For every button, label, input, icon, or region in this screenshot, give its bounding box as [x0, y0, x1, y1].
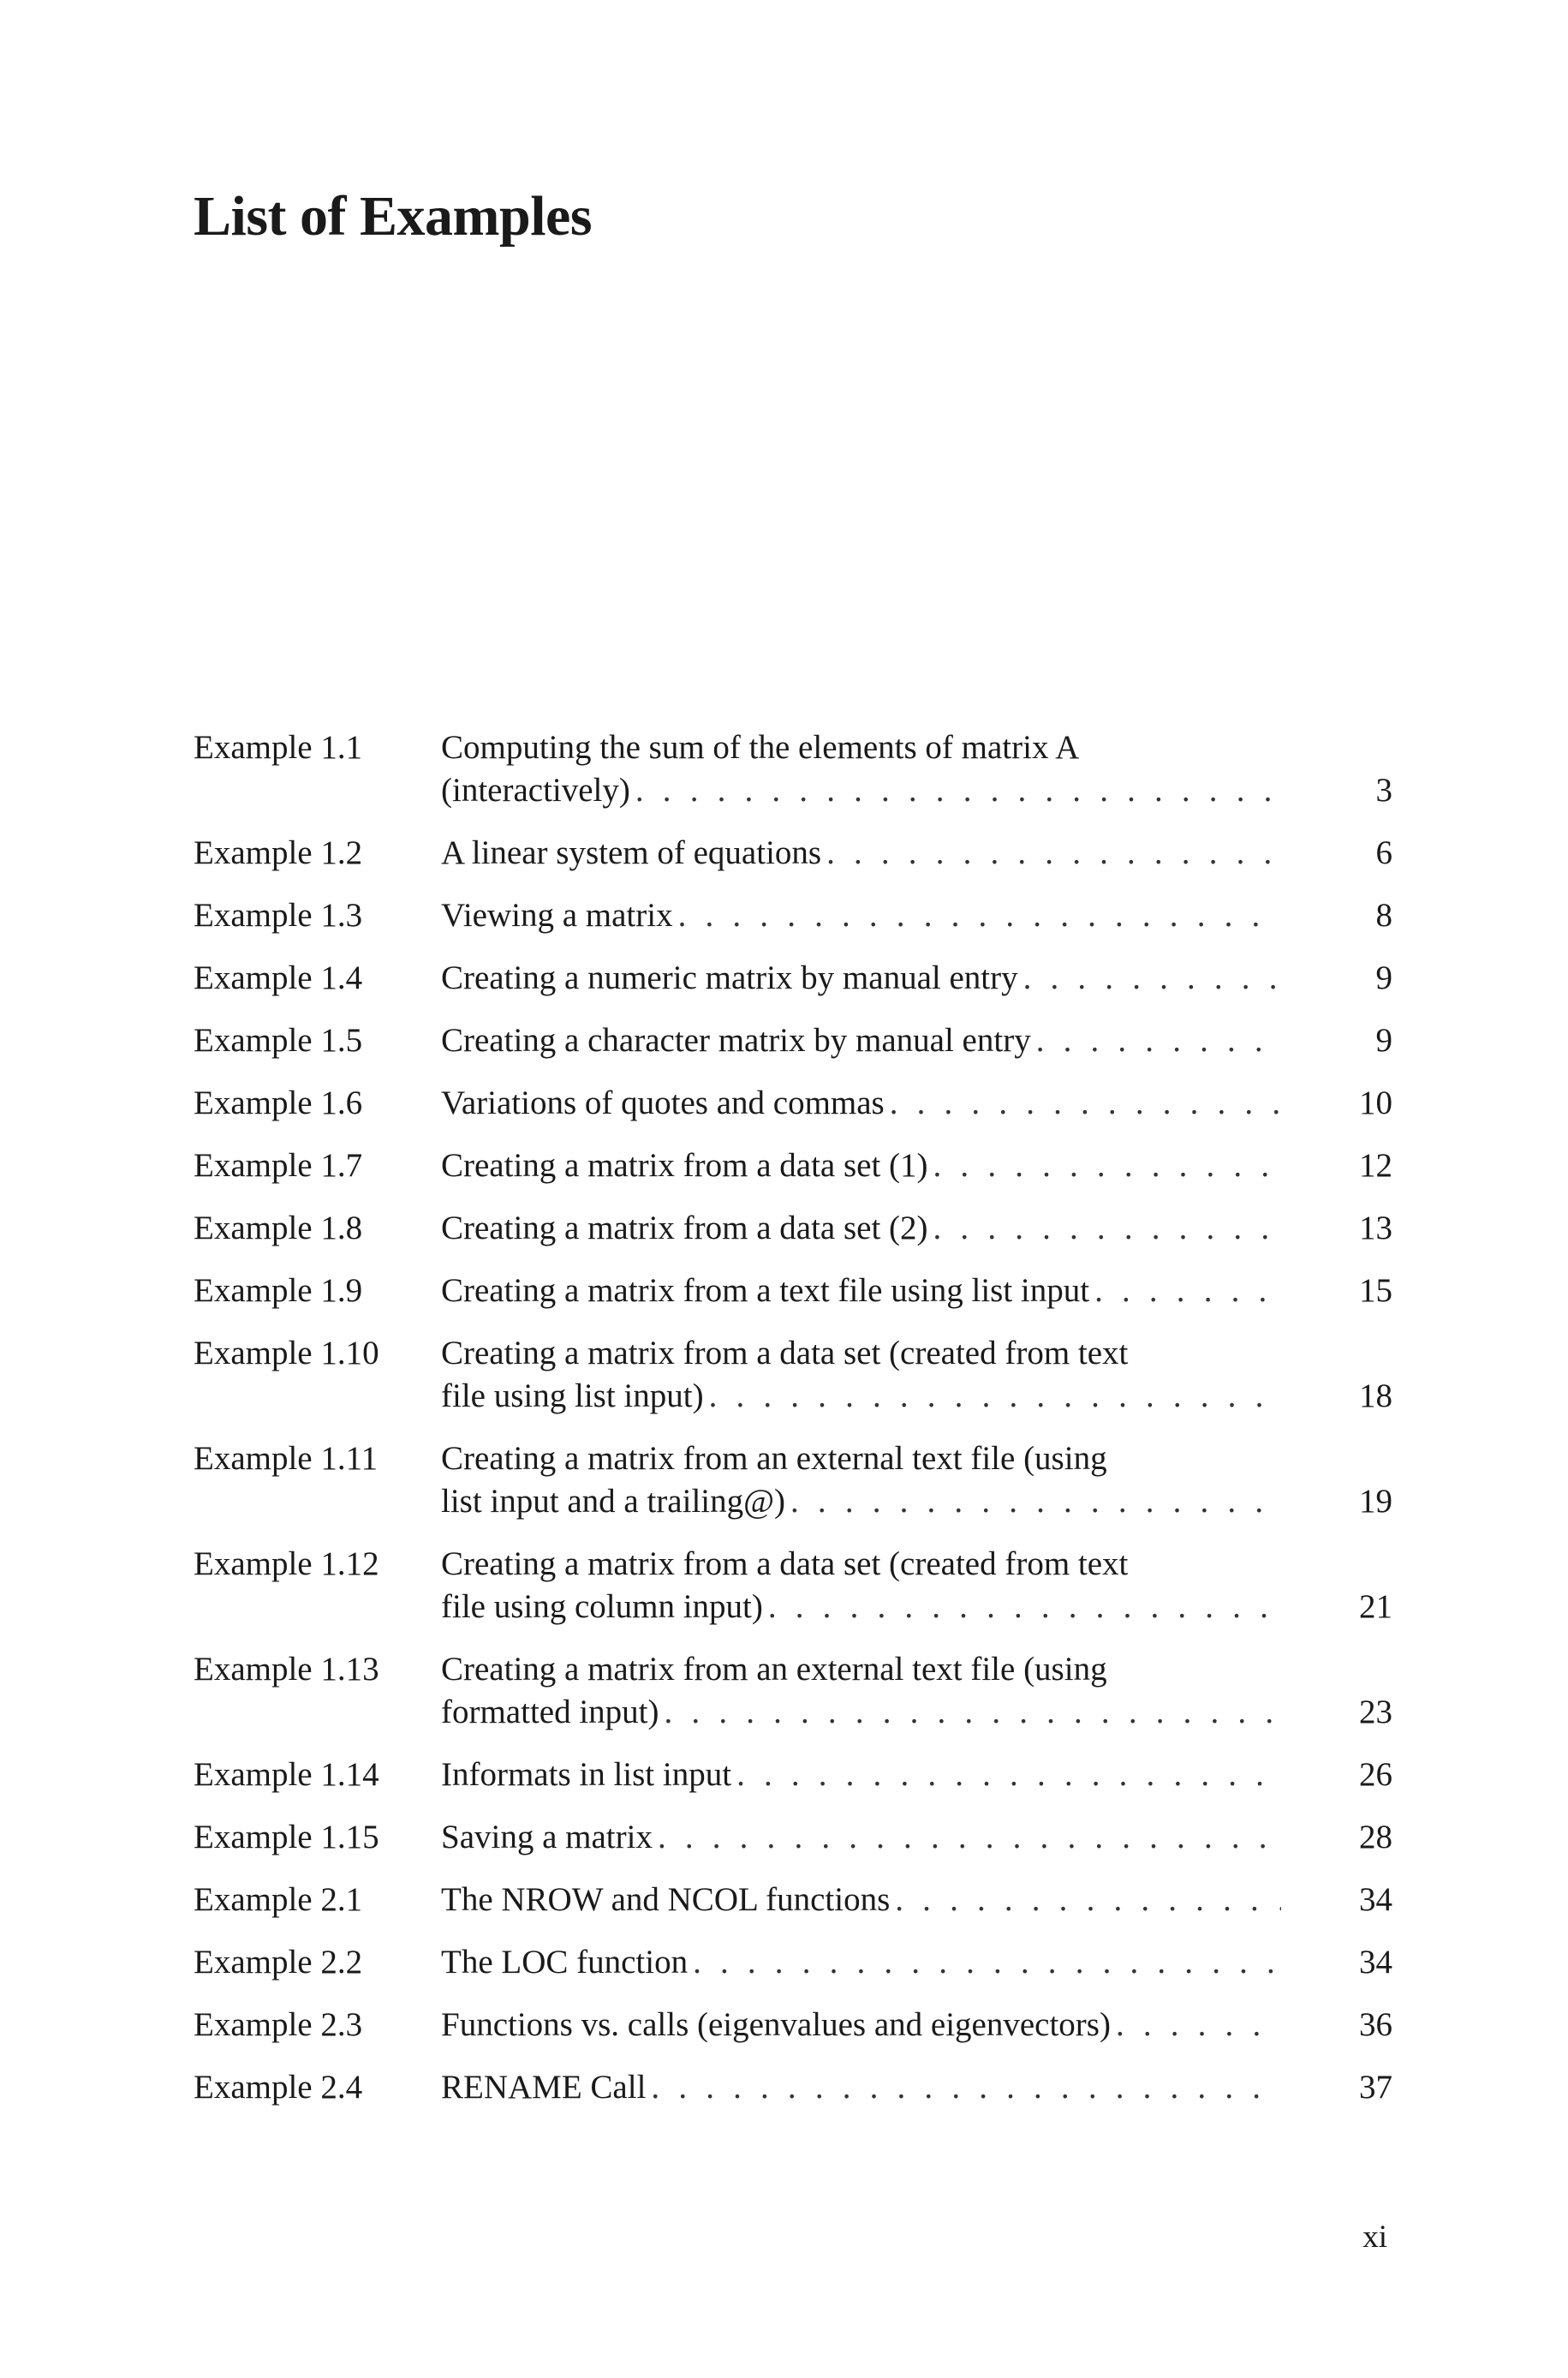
- dot-leader: [1036, 1019, 1281, 1062]
- example-title: formatted input): [441, 1694, 659, 1730]
- example-entry[interactable]: [194, 957, 1392, 1000]
- example-page-number[interactable]: 23: [1359, 1694, 1392, 1730]
- example-title-block: [441, 1270, 1392, 1312]
- example-entry[interactable]: [194, 1754, 1392, 1796]
- example-title-line: Creating a matrix from an external text file (using: [441, 1440, 1107, 1477]
- example-title: The LOC function: [441, 1944, 689, 1981]
- example-label: Example 1.15: [194, 1819, 379, 1855]
- example-label: Example 1.4: [194, 959, 363, 996]
- example-entry[interactable]: [194, 1543, 1392, 1628]
- example-title-lastline: [441, 1019, 1392, 1062]
- example-title: Variations of quotes and commas: [441, 1084, 885, 1121]
- example-title-lastline: [441, 1691, 1392, 1734]
- example-entry[interactable]: [194, 1648, 1392, 1734]
- example-title: Creating a numeric matrix by manual entry: [441, 959, 1018, 996]
- example-title-lastline: [441, 1270, 1392, 1312]
- example-page-number[interactable]: 9: [1375, 959, 1392, 996]
- example-label: Example 1.3: [194, 897, 363, 934]
- example-entry[interactable]: [194, 1816, 1392, 1859]
- example-title-line: Creating a matrix from a data set (created from text: [441, 1335, 1129, 1371]
- example-title: file using list input): [441, 1377, 704, 1414]
- example-title-lastline: [441, 1816, 1392, 1859]
- page-number: xi: [1362, 2220, 1387, 2255]
- example-title-lastline: [441, 1207, 1392, 1250]
- example-title-lastline: [441, 2066, 1392, 2109]
- example-title: Creating a matrix from a data set (2): [441, 1210, 928, 1246]
- example-title-block: [441, 1144, 1392, 1187]
- example-title: Informats in list input: [441, 1756, 732, 1793]
- example-title-block: [441, 1207, 1392, 1250]
- example-title: Viewing a matrix: [441, 897, 673, 934]
- dot-leader: [665, 1691, 1281, 1734]
- example-title-lastline: [441, 1082, 1392, 1125]
- dot-leader: [890, 1082, 1281, 1125]
- example-label: Example 1.2: [194, 834, 363, 871]
- example-label: Example 1.14: [194, 1756, 379, 1793]
- dot-leader: [651, 2066, 1281, 2109]
- example-title-block: [441, 1816, 1392, 1859]
- dot-leader: [768, 1586, 1281, 1628]
- dot-leader: [678, 894, 1281, 937]
- example-title-block: [441, 1543, 1392, 1628]
- example-page-number[interactable]: 34: [1359, 1944, 1392, 1981]
- example-page-number[interactable]: 10: [1359, 1084, 1392, 1121]
- example-label: Example 1.6: [194, 1084, 363, 1121]
- dot-leader: [933, 1207, 1281, 1250]
- example-title-lastline: [441, 1480, 1392, 1523]
- example-title-block: [441, 2004, 1392, 2046]
- example-page-number[interactable]: 36: [1359, 2006, 1392, 2043]
- example-title-block: [441, 726, 1392, 812]
- page-title: List of Examples: [194, 185, 593, 248]
- dot-leader: [933, 1144, 1281, 1187]
- example-label: Example 2.1: [194, 1881, 363, 1918]
- example-entry[interactable]: [194, 2004, 1392, 2046]
- dot-leader: [635, 769, 1281, 812]
- dot-leader: [826, 832, 1281, 875]
- example-page-number[interactable]: 6: [1375, 834, 1392, 871]
- example-title: list input and a trailing@): [441, 1483, 786, 1520]
- example-title-lastline: [441, 832, 1392, 875]
- example-entry[interactable]: [194, 2066, 1392, 2109]
- example-title-block: [441, 894, 1392, 937]
- example-label: Example 1.5: [194, 1022, 363, 1059]
- dot-leader: [790, 1480, 1281, 1523]
- example-title: Creating a character matrix by manual entry: [441, 1022, 1031, 1059]
- example-page-number[interactable]: 8: [1375, 897, 1392, 934]
- dot-leader: [1116, 2004, 1281, 2046]
- example-page-number[interactable]: 37: [1359, 2069, 1392, 2106]
- examples-list: [194, 726, 1392, 2129]
- example-page-number[interactable]: 34: [1359, 1881, 1392, 1918]
- example-label: Example 1.12: [194, 1545, 379, 1582]
- example-title: (interactively): [441, 772, 630, 809]
- example-entry[interactable]: [194, 1879, 1392, 1921]
- example-title-block: [441, 1879, 1392, 1921]
- example-page-number[interactable]: 28: [1359, 1819, 1392, 1855]
- example-label: Example 2.4: [194, 2069, 363, 2106]
- dot-leader: [693, 1941, 1281, 1984]
- example-title: Creating a matrix from a text file using list input: [441, 1272, 1090, 1309]
- example-title-lastline: [441, 894, 1392, 937]
- example-title: The NROW and NCOL functions: [441, 1881, 891, 1918]
- example-title-block: [441, 1332, 1392, 1418]
- example-label: Example 1.7: [194, 1147, 363, 1184]
- example-title-lastline: [441, 2004, 1392, 2046]
- dot-leader: [658, 1816, 1281, 1859]
- example-title-line: Creating a matrix from a data set (created from text: [441, 1545, 1129, 1582]
- example-page-number[interactable]: 19: [1359, 1483, 1392, 1520]
- example-entry[interactable]: [194, 1941, 1392, 1984]
- example-entry[interactable]: [194, 1207, 1392, 1250]
- example-title-block: [441, 1019, 1392, 1062]
- example-page-number[interactable]: 15: [1359, 1272, 1392, 1309]
- example-title-lastline: [441, 1941, 1392, 1984]
- example-label: Example 2.2: [194, 1944, 363, 1981]
- example-title-line: Computing the sum of the elements of matrix A: [441, 729, 1080, 766]
- example-label: Example 1.11: [194, 1440, 379, 1477]
- example-page-number[interactable]: 26: [1359, 1756, 1392, 1793]
- example-title-lastline: [441, 1879, 1392, 1921]
- example-title-lastline: [441, 1754, 1392, 1796]
- example-title-lastline: [441, 769, 1392, 812]
- example-page-number[interactable]: 3: [1375, 772, 1392, 809]
- example-page-number[interactable]: 9: [1375, 1022, 1392, 1059]
- example-title-block: [441, 1754, 1392, 1796]
- example-title: Saving a matrix: [441, 1819, 653, 1855]
- example-title-lastline: [441, 1375, 1392, 1418]
- example-entry[interactable]: [194, 832, 1392, 875]
- example-entry[interactable]: [194, 726, 1392, 812]
- example-entry[interactable]: [194, 894, 1392, 937]
- example-title: Creating a matrix from a data set (1): [441, 1147, 928, 1184]
- example-title: RENAME Call: [441, 2069, 647, 2106]
- example-title-lastline: [441, 957, 1392, 1000]
- example-title-line: Creating a matrix from an external text file (using: [441, 1651, 1107, 1688]
- example-entry[interactable]: [194, 1144, 1392, 1187]
- example-title-block: [441, 1437, 1392, 1523]
- example-entry[interactable]: [194, 1332, 1392, 1418]
- example-page-number[interactable]: 21: [1359, 1588, 1392, 1625]
- example-title-block: [441, 1941, 1392, 1984]
- example-title-block: [441, 957, 1392, 1000]
- example-label: Example 1.1: [194, 729, 363, 766]
- example-title: file using column input): [441, 1588, 763, 1625]
- example-label: Example 1.9: [194, 1272, 363, 1309]
- example-title-block: [441, 832, 1392, 875]
- dot-leader: [1023, 957, 1281, 1000]
- example-entry[interactable]: [194, 1437, 1392, 1523]
- example-title-block: [441, 2066, 1392, 2109]
- example-title: A linear system of equations: [441, 834, 822, 871]
- dot-leader: [736, 1754, 1281, 1796]
- example-title-block: [441, 1648, 1392, 1734]
- example-entry[interactable]: [194, 1270, 1392, 1312]
- dot-leader: [709, 1375, 1281, 1418]
- dot-leader: [1094, 1270, 1281, 1312]
- example-page-number[interactable]: 18: [1359, 1377, 1392, 1414]
- example-entry[interactable]: [194, 1082, 1392, 1125]
- dot-leader: [895, 1879, 1281, 1921]
- example-page-number[interactable]: 12: [1359, 1147, 1392, 1184]
- example-page-number[interactable]: 13: [1359, 1210, 1392, 1246]
- example-label: Example 2.3: [194, 2006, 363, 2043]
- example-title-lastline: [441, 1586, 1392, 1628]
- example-title: Functions vs. calls (eigenvalues and eigenvectors): [441, 2006, 1111, 2043]
- example-entry[interactable]: [194, 1019, 1392, 1062]
- example-label: Example 1.10: [194, 1335, 379, 1371]
- example-label: Example 1.13: [194, 1651, 379, 1688]
- example-title-lastline: [441, 1144, 1392, 1187]
- example-title-block: [441, 1082, 1392, 1125]
- example-label: Example 1.8: [194, 1210, 363, 1246]
